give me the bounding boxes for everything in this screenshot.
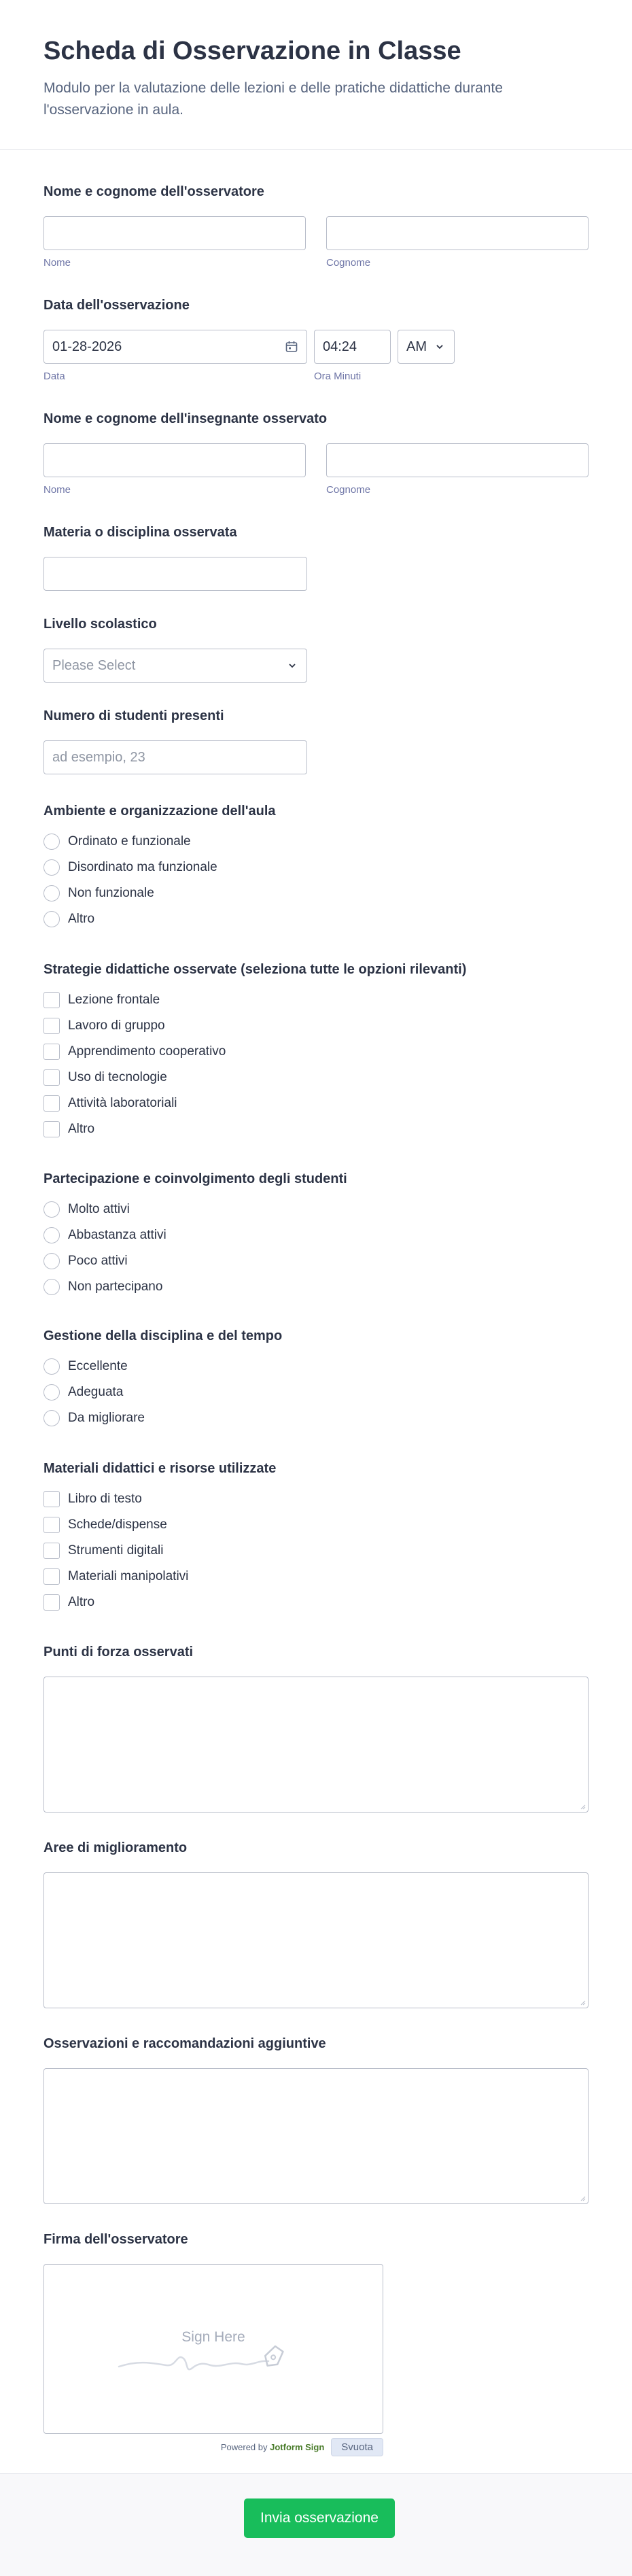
- option-label: Ordinato e funzionale: [68, 834, 191, 848]
- radio-button[interactable]: [43, 1201, 60, 1218]
- strengths-textarea[interactable]: [43, 1677, 589, 1813]
- teacher-name-question: [43, 411, 589, 496]
- checkbox[interactable]: [43, 1044, 60, 1060]
- clear-signature-button[interactable]: Svuota: [331, 2438, 383, 2456]
- materials-option[interactable]: [43, 1486, 589, 1512]
- strategies-question: [43, 961, 589, 1142]
- discipline-label: Gestione della disciplina e del tempo: [43, 1328, 283, 1343]
- improvements-question: [43, 1840, 589, 2008]
- form-subtitle-line-2: l'osservazione in aula.: [43, 102, 183, 118]
- powered-prefix: Powered by: [220, 2442, 268, 2452]
- form-header: [0, 0, 632, 150]
- time-sublabel: Ora Minuti: [314, 371, 362, 382]
- date-input[interactable]: [43, 330, 307, 364]
- option-label: Molto attivi: [68, 1202, 130, 1216]
- radio-button[interactable]: [43, 834, 60, 850]
- teacher-first-name-sublabel: Nome: [43, 484, 71, 496]
- pen-icon: [262, 2345, 285, 2370]
- checkbox[interactable]: [43, 1568, 60, 1585]
- option-label: Libro di testo: [68, 1492, 142, 1506]
- strategies-option[interactable]: [43, 1013, 589, 1039]
- option-label: Lezione frontale: [68, 993, 160, 1007]
- option-label: Adeguata: [68, 1385, 124, 1399]
- materials-option[interactable]: [43, 1590, 589, 1615]
- materials-option[interactable]: [43, 1538, 589, 1564]
- environment-option[interactable]: [43, 880, 589, 906]
- chevron-down-icon: [435, 342, 444, 351]
- students-count-label: Numero di studenti presenti: [43, 708, 224, 723]
- submit-button[interactable]: Invia osservazione: [244, 2498, 395, 2538]
- radio-button[interactable]: [43, 1253, 60, 1269]
- option-label: Disordinato ma funzionale: [68, 860, 217, 874]
- option-label: Apprendimento cooperativo: [68, 1044, 226, 1059]
- signature-label: Firma dell'osservatore: [43, 2232, 188, 2247]
- option-label: Altro: [68, 1122, 95, 1136]
- teacher-last-name-input[interactable]: [326, 443, 589, 477]
- school-level-question: [43, 616, 589, 683]
- date-value: 01-28-2026: [52, 339, 122, 354]
- option-label: Strumenti digitali: [68, 1543, 164, 1558]
- improvements-textarea[interactable]: [43, 1872, 589, 2008]
- option-label: Schede/dispense: [68, 1517, 167, 1532]
- radio-button[interactable]: [43, 1279, 60, 1295]
- environment-option[interactable]: [43, 906, 589, 932]
- checkbox[interactable]: [43, 1517, 60, 1533]
- strategies-option[interactable]: [43, 987, 589, 1013]
- chevron-down-icon: [287, 661, 297, 670]
- strategies-option[interactable]: [43, 1090, 589, 1116]
- students-count-question: [43, 708, 589, 774]
- option-label: Non funzionale: [68, 886, 154, 900]
- observer-name-question: [43, 184, 589, 269]
- strengths-question: [43, 1644, 589, 1813]
- option-label: Altro: [68, 912, 95, 926]
- school-level-label: Livello scolastico: [43, 617, 157, 632]
- checkbox[interactable]: [43, 1121, 60, 1137]
- checkbox[interactable]: [43, 1491, 60, 1507]
- participation-option[interactable]: [43, 1248, 589, 1274]
- checkbox[interactable]: [43, 1069, 60, 1086]
- time-value: 04:24: [323, 339, 357, 354]
- option-label: Da migliorare: [68, 1411, 145, 1425]
- participation-option[interactable]: [43, 1274, 589, 1300]
- checkbox[interactable]: [43, 992, 60, 1008]
- ampm-value: AM: [406, 339, 427, 354]
- option-label: Altro: [68, 1595, 95, 1609]
- environment-label: Ambiente e organizzazione dell'aula: [43, 804, 276, 819]
- strategies-label: Strategie didattiche osservate (seleziona tutte le opzioni rilevanti): [43, 962, 467, 977]
- observer-first-name-sublabel: Nome: [43, 257, 71, 269]
- checkbox[interactable]: [43, 1594, 60, 1611]
- participation-label: Partecipazione e coinvolgimento degli studenti: [43, 1171, 347, 1186]
- environment-option[interactable]: [43, 855, 589, 880]
- date-sublabel: Data: [43, 371, 65, 382]
- materials-option[interactable]: [43, 1512, 589, 1538]
- ampm-select[interactable]: [398, 330, 455, 364]
- teacher-first-name-input[interactable]: [43, 443, 306, 477]
- participation-option[interactable]: [43, 1222, 589, 1248]
- checkbox[interactable]: [43, 1018, 60, 1034]
- observer-last-name-input[interactable]: [326, 216, 589, 250]
- sign-here-text: Sign Here: [181, 2329, 245, 2345]
- notes-textarea[interactable]: [43, 2068, 589, 2204]
- discipline-option[interactable]: [43, 1354, 589, 1379]
- school-level-select[interactable]: [43, 649, 307, 683]
- option-label: Non partecipano: [68, 1280, 163, 1294]
- observer-last-name-sublabel: Cognome: [326, 257, 371, 269]
- materials-label: Materiali didattici e risorse utilizzate: [43, 1461, 277, 1476]
- calendar-icon[interactable]: [285, 340, 298, 354]
- strategies-option[interactable]: [43, 1039, 589, 1065]
- option-label: Eccellente: [68, 1359, 128, 1373]
- school-level-placeholder: Please Select: [52, 657, 136, 673]
- observer-first-name-input[interactable]: [43, 216, 306, 250]
- subject-label: Materia o disciplina osservata: [43, 525, 237, 540]
- form-title: Scheda di Osservazione in Classe: [43, 37, 461, 65]
- teacher-last-name-sublabel: Cognome: [326, 484, 371, 496]
- option-label: Uso di tecnologie: [68, 1070, 167, 1084]
- radio-button[interactable]: [43, 1358, 60, 1375]
- notes-label: Osservazioni e raccomandazioni aggiuntive: [43, 2036, 326, 2051]
- discipline-option[interactable]: [43, 1379, 589, 1405]
- time-input[interactable]: [314, 330, 391, 364]
- strategies-option[interactable]: [43, 1116, 589, 1142]
- teacher-name-label: Nome e cognome dell'insegnante osservato: [43, 411, 328, 426]
- radio-button[interactable]: [43, 911, 60, 927]
- notes-question: [43, 2036, 589, 2204]
- discipline-option[interactable]: [43, 1405, 589, 1431]
- students-count-placeholder: ad esempio, 23: [52, 749, 145, 765]
- resize-handle-icon[interactable]: [579, 1999, 586, 2006]
- powered-brand: Jotform Sign: [270, 2442, 325, 2452]
- option-label: Materiali manipolativi: [68, 1569, 189, 1583]
- resize-handle-icon[interactable]: [579, 1803, 586, 1810]
- form-footer: [0, 2473, 632, 2576]
- materials-question: [43, 1460, 589, 1615]
- discipline-question: [43, 1328, 589, 1431]
- materials-option[interactable]: [43, 1564, 589, 1590]
- subject-question: [43, 524, 589, 591]
- students-count-input[interactable]: [43, 740, 307, 774]
- radio-button[interactable]: [43, 885, 60, 901]
- checkbox[interactable]: [43, 1095, 60, 1112]
- option-label: Attività laboratoriali: [68, 1096, 177, 1110]
- participation-question: [43, 1171, 589, 1300]
- radio-button[interactable]: [43, 859, 60, 876]
- signature-question: [43, 2231, 589, 2456]
- form-subtitle-line-1: Modulo per la valutazione delle lezioni e delle pratiche didattiche durante: [43, 80, 503, 96]
- option-label: Poco attivi: [68, 1254, 128, 1268]
- observer-name-label: Nome e cognome dell'osservatore: [43, 184, 264, 199]
- signature-scribble-icon: [112, 2326, 316, 2380]
- radio-button[interactable]: [43, 1410, 60, 1426]
- subject-input[interactable]: [43, 557, 307, 591]
- strategies-option[interactable]: [43, 1065, 589, 1090]
- signature-pad[interactable]: [43, 2264, 383, 2434]
- checkbox[interactable]: [43, 1543, 60, 1559]
- form-subtitle: [43, 78, 589, 122]
- option-label: Lavoro di gruppo: [68, 1018, 165, 1033]
- environment-option[interactable]: [43, 829, 589, 855]
- powered-by: [221, 2442, 324, 2452]
- participation-option[interactable]: [43, 1197, 589, 1222]
- radio-button[interactable]: [43, 1227, 60, 1243]
- strengths-label: Punti di forza osservati: [43, 1645, 194, 1660]
- observation-date-label: Data dell'osservazione: [43, 298, 190, 313]
- environment-question: [43, 803, 589, 932]
- option-label: Abbastanza attivi: [68, 1228, 166, 1242]
- improvements-label: Aree di miglioramento: [43, 1840, 188, 1855]
- signature-meta: [43, 2438, 383, 2456]
- observation-date-question: [43, 297, 589, 382]
- radio-button[interactable]: [43, 1384, 60, 1401]
- resize-handle-icon[interactable]: [579, 2195, 586, 2201]
